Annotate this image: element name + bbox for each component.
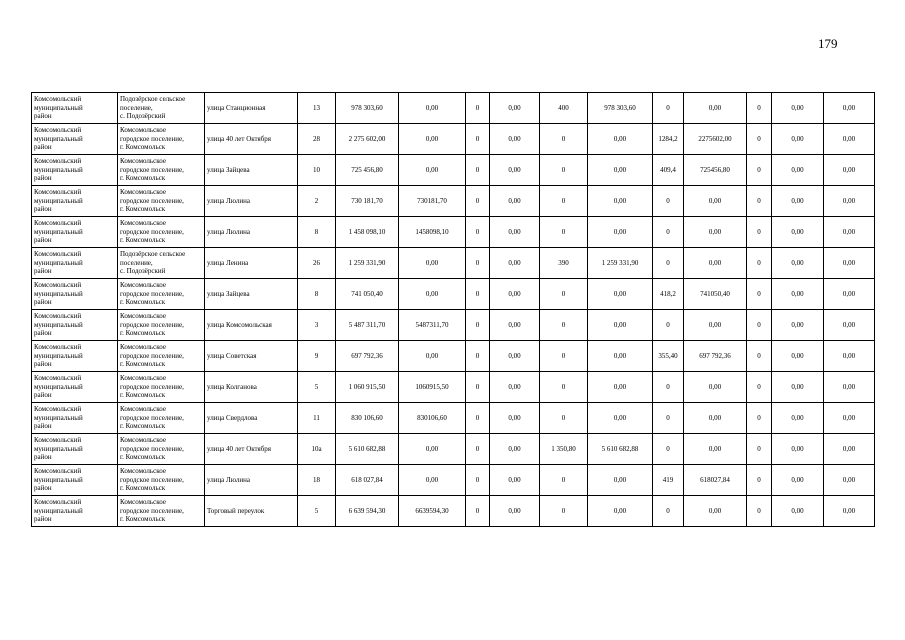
total-cost-cell: 830 106,60 [336,403,399,434]
value-cell: 0,00 [588,310,653,341]
value-cell: 0,00 [399,465,466,496]
value-cell: 2275602,00 [684,124,747,155]
value-cell: 0,00 [772,186,824,217]
value-cell: 0 [747,279,772,310]
house-number-cell: 5 [298,372,336,403]
street-cell: улица 40 лет Октября [205,124,298,155]
settlement-cell: Комсомольское городское поселение, г. Комсомольск [118,124,205,155]
value-cell: 0,00 [490,248,540,279]
value-cell: 0 [466,434,490,465]
house-number-cell: 28 [298,124,336,155]
district-cell: Комсомольский муниципальный район [32,496,118,527]
table-row [32,434,875,465]
value-cell: 0 [747,93,772,124]
value-cell: 0,00 [399,93,466,124]
street-cell: улица Зайцева [205,155,298,186]
value-cell: 0,00 [490,217,540,248]
value-cell: 0,00 [772,434,824,465]
value-cell: 0,00 [588,155,653,186]
value-cell: 5 610 682,88 [588,434,653,465]
value-cell: 400 [540,93,588,124]
table-row [32,248,875,279]
value-cell: 0 [747,217,772,248]
total-cost-cell: 725 456,80 [336,155,399,186]
value-cell: 0,00 [824,403,875,434]
value-cell: 0 [747,403,772,434]
value-cell: 0,00 [399,279,466,310]
value-cell: 0,00 [399,248,466,279]
settlement-cell: Комсомольское городское поселение, г. Комсомольск [118,186,205,217]
table-row [32,465,875,496]
value-cell: 0 [466,465,490,496]
value-cell: 0 [466,155,490,186]
total-cost-cell: 5 487 311,70 [336,310,399,341]
total-cost-cell: 978 303,60 [336,93,399,124]
street-cell: улица Советская [205,341,298,372]
value-cell: 0,00 [588,496,653,527]
total-cost-cell: 2 275 602,00 [336,124,399,155]
value-cell: 0,00 [684,372,747,403]
settlement-cell: Комсомольское городское поселение, г. Комсомольск [118,434,205,465]
house-number-cell: 10а [298,434,336,465]
value-cell: 0,00 [588,124,653,155]
value-cell: 0,00 [490,186,540,217]
value-cell: 0,00 [399,124,466,155]
value-cell: 0 [466,217,490,248]
table-row [32,155,875,186]
settlement-cell: Комсомольское городское поселение, г. Комсомольск [118,465,205,496]
value-cell: 0,00 [772,93,824,124]
value-cell: 0,00 [399,434,466,465]
value-cell: 0 [747,434,772,465]
value-cell: 1458098,10 [399,217,466,248]
house-number-cell: 3 [298,310,336,341]
value-cell: 409,4 [653,155,684,186]
value-cell: 0 [540,155,588,186]
house-number-cell: 26 [298,248,336,279]
district-cell: Комсомольский муниципальный район [32,465,118,496]
value-cell: 0,00 [588,403,653,434]
total-cost-cell: 6 639 594,30 [336,496,399,527]
value-cell: 0 [540,496,588,527]
value-cell: 0 [540,341,588,372]
total-cost-cell: 741 050,40 [336,279,399,310]
value-cell: 0,00 [490,155,540,186]
value-cell: 725456,80 [684,155,747,186]
value-cell: 0 [466,279,490,310]
value-cell: 0,00 [824,217,875,248]
street-cell: улица Люлина [205,465,298,496]
value-cell: 0,00 [772,465,824,496]
value-cell: 0,00 [772,217,824,248]
house-number-cell: 10 [298,155,336,186]
value-cell: 0,00 [824,496,875,527]
value-cell: 0 [653,310,684,341]
value-cell: 5487311,70 [399,310,466,341]
value-cell: 0,00 [490,372,540,403]
value-cell: 0,00 [684,310,747,341]
value-cell: 697 792,36 [684,341,747,372]
value-cell: 0,00 [824,124,875,155]
page-number: 179 [818,36,838,51]
value-cell: 0 [653,217,684,248]
settlement-cell: Подозёрское сельское поселение, с. Подозёрский [118,248,205,279]
value-cell: 0,00 [772,248,824,279]
value-cell: 0,00 [684,434,747,465]
settlement-cell: Комсомольское городское поселение, г. Комсомольск [118,279,205,310]
district-cell: Комсомольский муниципальный район [32,248,118,279]
value-cell: 0 [653,93,684,124]
street-cell: улица 40 лет Октября [205,434,298,465]
value-cell: 6639594,30 [399,496,466,527]
value-cell: 0 [747,496,772,527]
value-cell: 0 [653,186,684,217]
value-cell: 0,00 [772,124,824,155]
value-cell: 0,00 [824,155,875,186]
value-cell: 0,00 [772,279,824,310]
value-cell: 0,00 [490,341,540,372]
value-cell: 0,00 [772,341,824,372]
value-cell: 0 [466,124,490,155]
value-cell: 0 [466,403,490,434]
value-cell: 0 [653,434,684,465]
value-cell: 0 [540,186,588,217]
value-cell: 0,00 [772,403,824,434]
street-cell: улица Люлина [205,186,298,217]
house-number-cell: 2 [298,186,336,217]
total-cost-cell: 1 060 915,50 [336,372,399,403]
value-cell: 0,00 [824,186,875,217]
value-cell: 0 [540,217,588,248]
value-cell: 0 [540,279,588,310]
value-cell: 0,00 [824,310,875,341]
district-cell: Комсомольский муниципальный район [32,434,118,465]
value-cell: 0,00 [399,341,466,372]
district-cell: Комсомольский муниципальный район [32,372,118,403]
table-row [32,279,875,310]
table-row [32,496,875,527]
value-cell: 978 303,60 [588,93,653,124]
house-number-cell: 9 [298,341,336,372]
street-cell: Торговый переулок [205,496,298,527]
value-cell: 0 [540,372,588,403]
value-cell: 0 [466,186,490,217]
value-cell: 0,00 [824,341,875,372]
value-cell: 1284,2 [653,124,684,155]
value-cell: 0,00 [824,279,875,310]
value-cell: 0 [466,248,490,279]
value-cell: 0,00 [772,155,824,186]
value-cell: 0,00 [588,186,653,217]
value-cell: 830106,60 [399,403,466,434]
house-number-cell: 13 [298,93,336,124]
district-cell: Комсомольский муниципальный район [32,186,118,217]
value-cell: 0,00 [824,372,875,403]
house-number-cell: 18 [298,465,336,496]
value-cell: 418,2 [653,279,684,310]
street-cell: улица Колганова [205,372,298,403]
table-row [32,124,875,155]
data-table [31,92,875,527]
value-cell: 0 [466,341,490,372]
value-cell: 390 [540,248,588,279]
value-cell: 0 [653,248,684,279]
value-cell: 0,00 [772,310,824,341]
value-cell: 0 [653,372,684,403]
total-cost-cell: 1 259 331,90 [336,248,399,279]
street-cell: улица Зайцева [205,279,298,310]
table-row [32,93,875,124]
value-cell: 0 [466,496,490,527]
value-cell: 0 [747,310,772,341]
street-cell: улица Комсомольская [205,310,298,341]
value-cell: 0 [466,372,490,403]
value-cell: 0,00 [772,496,824,527]
table-row [32,186,875,217]
district-cell: Комсомольский муниципальный район [32,403,118,434]
value-cell: 1060915,50 [399,372,466,403]
value-cell: 0,00 [588,279,653,310]
district-cell: Комсомольский муниципальный район [32,341,118,372]
value-cell: 0,00 [490,279,540,310]
value-cell: 0,00 [684,186,747,217]
value-cell: 0,00 [490,93,540,124]
total-cost-cell: 730 181,70 [336,186,399,217]
street-cell: улица Ленина [205,248,298,279]
value-cell: 0 [466,93,490,124]
value-cell: 0 [747,341,772,372]
value-cell: 355,40 [653,341,684,372]
house-number-cell: 8 [298,217,336,248]
value-cell: 0,00 [490,124,540,155]
value-cell: 0,00 [824,465,875,496]
value-cell: 0,00 [824,93,875,124]
district-cell: Комсомольский муниципальный район [32,155,118,186]
table-row [32,403,875,434]
value-cell: 0,00 [490,310,540,341]
value-cell: 0 [540,310,588,341]
district-cell: Комсомольский муниципальный район [32,279,118,310]
table-row [32,310,875,341]
table-row [32,217,875,248]
total-cost-cell: 697 792,36 [336,341,399,372]
value-cell: 0 [747,372,772,403]
district-cell: Комсомольский муниципальный район [32,93,118,124]
street-cell: улица Люлина [205,217,298,248]
value-cell: 419 [653,465,684,496]
value-cell: 0,00 [588,465,653,496]
value-cell: 0 [653,403,684,434]
value-cell: 0,00 [490,403,540,434]
value-cell: 0,00 [684,248,747,279]
value-cell: 0 [653,496,684,527]
total-cost-cell: 1 458 098,10 [336,217,399,248]
house-number-cell: 8 [298,279,336,310]
settlement-cell: Подозёрское сельское поселение, с. Подозёрский [118,93,205,124]
value-cell: 730181,70 [399,186,466,217]
district-cell: Комсомольский муниципальный район [32,124,118,155]
settlement-cell: Комсомольское городское поселение, г. Комсомольск [118,341,205,372]
value-cell: 0,00 [399,155,466,186]
street-cell: улица Свердлова [205,403,298,434]
value-cell: 0 [747,186,772,217]
value-cell: 0 [747,248,772,279]
value-cell: 0,00 [824,248,875,279]
settlement-cell: Комсомольское городское поселение, г. Комсомольск [118,310,205,341]
settlement-cell: Комсомольское городское поселение, г. Комсомольск [118,496,205,527]
district-cell: Комсомольский муниципальный район [32,217,118,248]
settlement-cell: Комсомольское городское поселение, г. Комсомольск [118,372,205,403]
value-cell: 0,00 [684,403,747,434]
value-cell: 0,00 [588,372,653,403]
value-cell: 0,00 [588,217,653,248]
table-row [32,341,875,372]
total-cost-cell: 618 027,84 [336,465,399,496]
value-cell: 0 [747,465,772,496]
value-cell: 0,00 [490,434,540,465]
value-cell: 0,00 [684,496,747,527]
value-cell: 0 [540,403,588,434]
value-cell: 0,00 [772,372,824,403]
value-cell: 1 350,80 [540,434,588,465]
value-cell: 0 [466,310,490,341]
value-cell: 0,00 [490,465,540,496]
value-cell: 0 [540,124,588,155]
value-cell: 1 259 331,90 [588,248,653,279]
total-cost-cell: 5 610 682,88 [336,434,399,465]
value-cell: 618027,84 [684,465,747,496]
table-row [32,372,875,403]
house-number-cell: 11 [298,403,336,434]
district-cell: Комсомольский муниципальный район [32,310,118,341]
value-cell: 0,00 [490,496,540,527]
settlement-cell: Комсомольское городское поселение, г. Комсомольск [118,155,205,186]
value-cell: 0 [747,155,772,186]
settlement-cell: Комсомольское городское поселение, г. Комсомольск [118,217,205,248]
settlement-cell: Комсомольское городское поселение, г. Комсомольск [118,403,205,434]
value-cell: 0 [540,465,588,496]
value-cell: 0,00 [824,434,875,465]
house-number-cell: 5 [298,496,336,527]
table-body [32,93,875,527]
value-cell: 0,00 [684,93,747,124]
value-cell: 0,00 [588,341,653,372]
value-cell: 0,00 [684,217,747,248]
street-cell: улица Станционная [205,93,298,124]
value-cell: 741050,40 [684,279,747,310]
value-cell: 0 [747,124,772,155]
